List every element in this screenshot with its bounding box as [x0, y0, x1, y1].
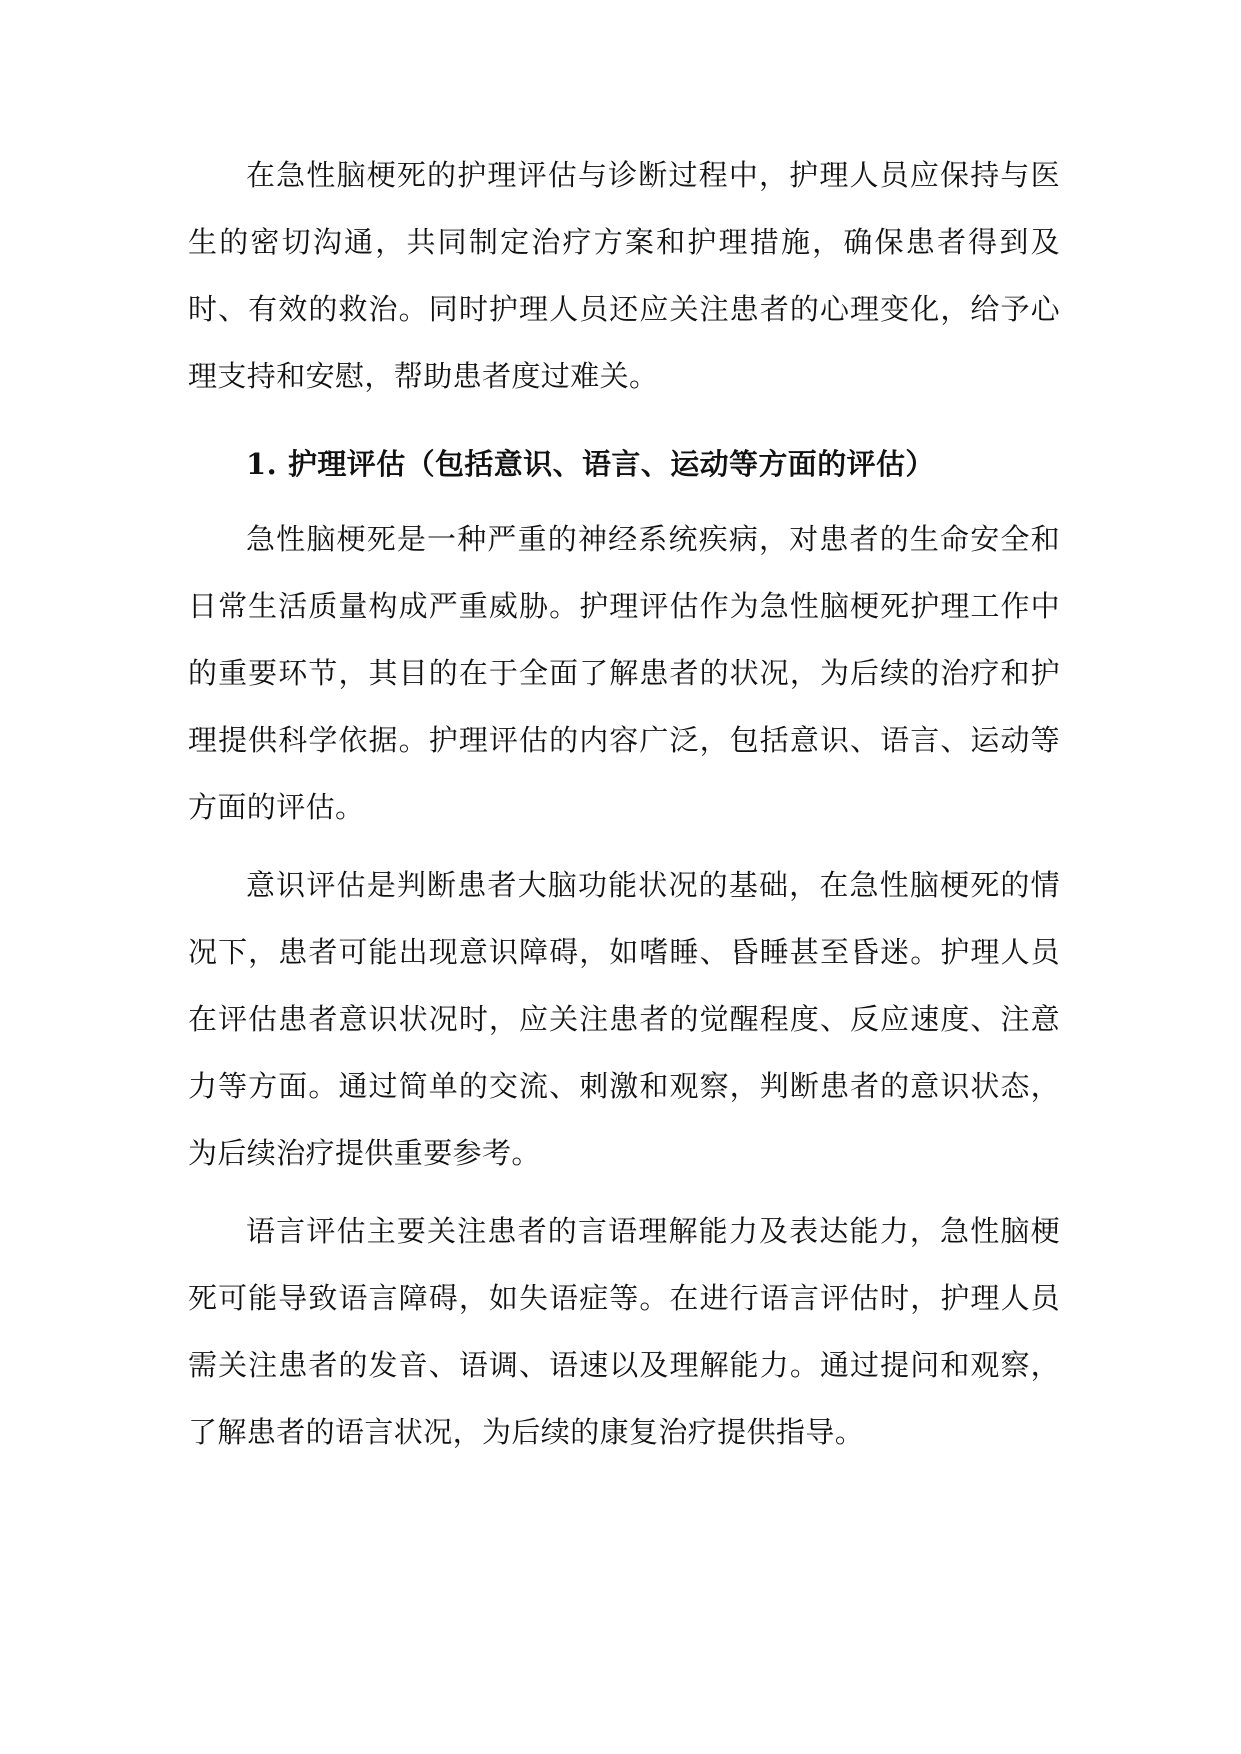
- paragraph-language: 语言评估主要关注患者的言语理解能力及表达能力，急性脑梗死可能导致语言障碍，如失语症等。在进行语言评估时，护理人员需关注患者的发音、语调、语速以及理解能力。通过提问和观察，了解患者的语言状况，为后续的康复治疗提供指导。: [188, 1214, 1060, 1449]
- document-body: [188, 142, 1060, 1477]
- paragraph-intro: 在急性脑梗死的护理评估与诊断过程中，护理人员应保持与医生的密切沟通，共同制定治疗方案和护理措施，确保患者得到及时、有效的救治。同时护理人员还应关注患者的心理变化，给予心理支持和安慰，帮助患者度过难关。: [188, 158, 1060, 393]
- paragraph-consciousness: 意识评估是判断患者大脑功能状况的基础，在急性脑梗死的情况下，患者可能出现意识障碍，如嗜睡、昏睡甚至昏迷。护理人员在评估患者意识状况时，应关注患者的觉醒程度、反应速度、注意力等方面。通过简单的交流、刺激和观察，判断患者的意识状态，为后续治疗提供重要参考。: [188, 868, 1060, 1170]
- paragraph-overview: 急性脑梗死是一种严重的神经系统疾病，对患者的生命安全和日常生活质量构成严重威胁。护理评估作为急性脑梗死护理工作中的重要环节，其目的在于全面了解患者的状况，为后续的治疗和护理提供科学依据。护理评估的内容广泛，包括意识、语言、运动等方面的评估。: [188, 522, 1060, 824]
- section-heading: [188, 421, 1060, 506]
- section-title: 护理评估（包括意识、语言、运动等方面的评估）: [288, 447, 935, 481]
- section-number: 1.: [246, 447, 278, 481]
